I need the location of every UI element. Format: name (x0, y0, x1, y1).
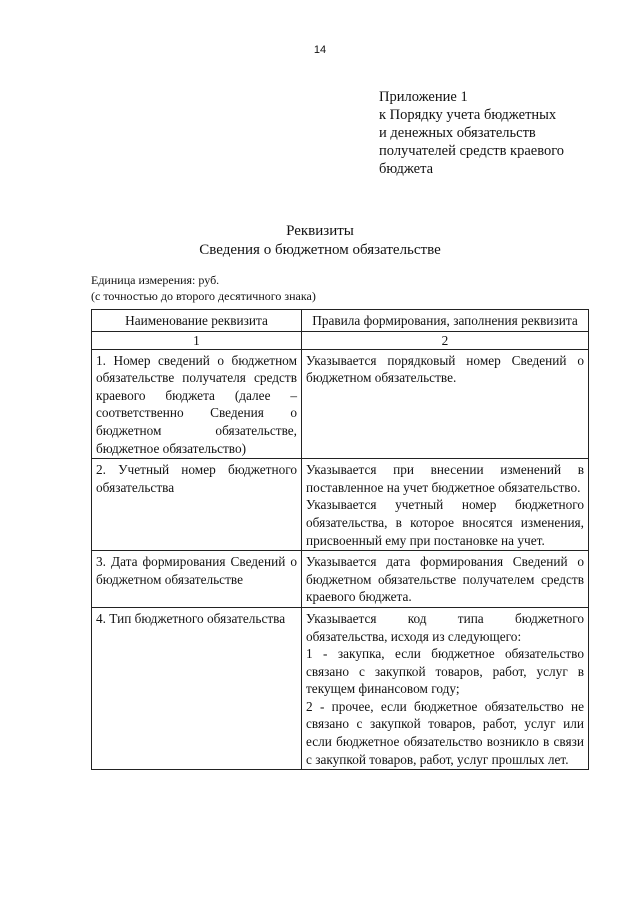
column-number: 2 (302, 331, 589, 349)
requisite-rules (302, 607, 589, 769)
appendix-line: и денежных обязательств (379, 125, 536, 141)
requisite-rules (302, 551, 589, 608)
units-line-1: Единица измерения: руб. (91, 273, 220, 287)
requisites-table (91, 309, 589, 770)
table-row (92, 607, 589, 769)
requisite-rules (302, 349, 589, 459)
requisite-name: 1. Номер сведений о бюджетном обязательстве получателя средств краевого бюджета (далее – соответственно Сведения о бюджетном обязательстве, бюджетное обязательство) (92, 349, 302, 459)
rule-paragraph: 1 - закупка, если бюджетное обязательство связано с закупкой товаров, работ, услуг в текущем финансовом году; (306, 646, 584, 697)
rule-paragraph: Указывается при внесении изменений в поставленное на учет бюджетное обязательство. (306, 462, 584, 495)
appendix-reference (379, 88, 609, 178)
document-title (0, 222, 640, 260)
rule-paragraph: Указывается код типа бюджетного обязательства, исходя из следующего: (306, 610, 584, 644)
table-row (92, 349, 589, 459)
appendix-line: бюджета (379, 161, 434, 177)
units-line-2: (с точностью до второго десятичного знака) (91, 289, 316, 303)
page-number: 14 (313, 44, 327, 56)
appendix-line: Приложение 1 (379, 89, 468, 105)
requisite-name: 2. Учетный номер бюджетного обязательства (92, 459, 302, 551)
rule-paragraph: 2 - прочее, если бюджетное обязательство не связано с закупкой товаров, работ, услуг или если бюджетное обязательство возникло в связи с закупкой товаров, работ, услуг прошлых лет. (306, 698, 584, 767)
table-header-row (92, 310, 589, 332)
rule-paragraph: Указывается дата формирования Сведений о бюджетном обязательстве получателем средств краевого бюджета. (306, 554, 584, 605)
requisite-name: 4. Тип бюджетного обязательства (92, 607, 302, 769)
column-number: 1 (92, 331, 302, 349)
column-header-rules: Правила формирования, заполнения реквизита (302, 310, 589, 332)
appendix-line: получателей средств краевого (379, 143, 565, 159)
rule-paragraph: Указывается порядковый номер Сведений о бюджетном обязательстве. (306, 352, 584, 386)
title-line-1: Реквизиты (286, 223, 354, 239)
table-row (92, 459, 589, 551)
rule-paragraph: Указывается учетный номер бюджетного обязательства, в которое вносятся изменения, присвоенный ему при постановке на учет. (306, 497, 584, 548)
column-header-name: Наименование реквизита (92, 310, 302, 332)
requisite-rules (302, 459, 589, 551)
appendix-line: к Порядку учета бюджетных (379, 107, 557, 123)
table-row (92, 551, 589, 608)
requisite-name: 3. Дата формирования Сведений о бюджетном обязательстве (92, 551, 302, 608)
title-line-2: Сведения о бюджетном обязательстве (199, 242, 441, 258)
units-note (91, 272, 316, 304)
column-number-row (92, 331, 589, 349)
